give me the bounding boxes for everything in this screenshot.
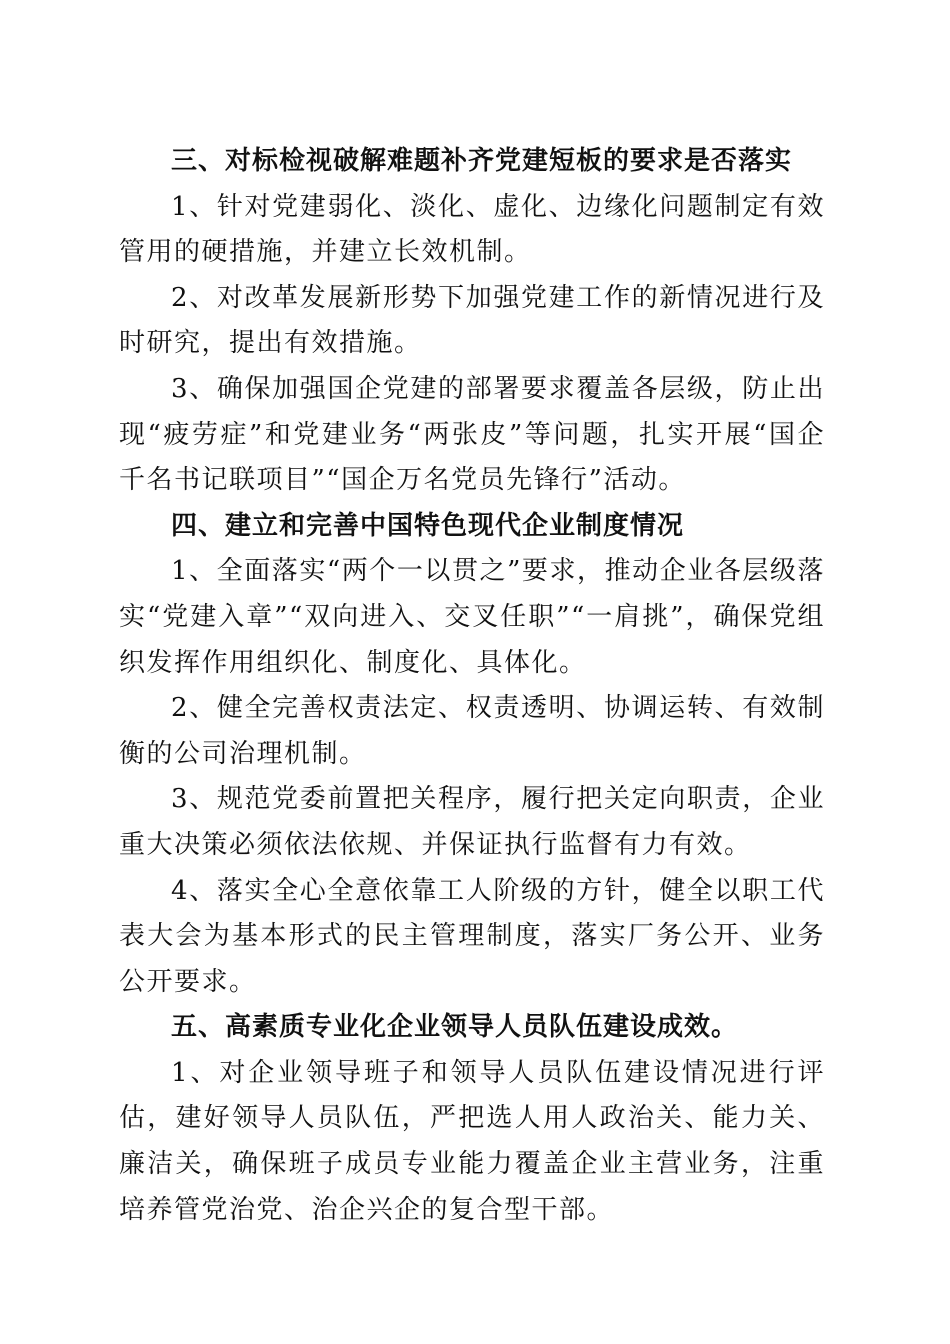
section-4-item-3: 3、规范党委前置把关程序，履行把关定向职责，企业重大决策必须依法依规、并保证执行监督有力有效。 <box>119 784 825 860</box>
section-heading-3: 三、对标检视破解难题补齐党建短板的要求是否落实 <box>171 146 793 176</box>
document-body <box>119 139 825 1233</box>
section-3-item-2: 2、对改革发展新形势下加强党建工作的新情况进行及时研究，提出有效措施。 <box>119 282 825 359</box>
section-heading-4: 四、建立和完善中国特色现代企业制度情况 <box>171 510 685 541</box>
section-heading-5: 五、高素质专业化企业领导人员队伍建设成效。 <box>171 1012 739 1043</box>
section-4-item-2: 2、健全完善权责法定、权责透明、协调运转、有效制衡的公司治理机制。 <box>119 693 825 769</box>
section-5-item-1: 1、对企业领导班子和领导人员队伍建设情况进行评估，建好领导人员队伍，严把选人用人政治关、能力关、廉洁关，确保班子成员专业能力覆盖企业主营业务，注重培养管党治党、治企兴企的复合型干部。 <box>119 1057 825 1225</box>
section-3-item-3: 3、确保加强国企党建的部署要求覆盖各层级，防止出现“疲劳症”和党建业务“两张皮”等问题，扎实开展“国企千名书记联项目”“国企万名党员先锋行”活动。 <box>119 373 825 496</box>
section-4-item-1: 1、全面落实“两个一以贯之”要求，推动企业各层级落实“党建入章”“双向进入、交叉任职”“一肩挑”，确保党组织发挥作用组织化、制度化、具体化。 <box>119 556 825 678</box>
section-4-item-4: 4、落实全心全意依靠工人阶级的方针，健全以职工代表大会为基本形式的民主管理制度，落实厂务公开、业务公开要求。 <box>119 875 825 997</box>
section-3-item-1: 1、针对党建弱化、淡化、虚化、边缘化问题制定有效管用的硬措施，并建立长效机制。 <box>119 191 825 268</box>
